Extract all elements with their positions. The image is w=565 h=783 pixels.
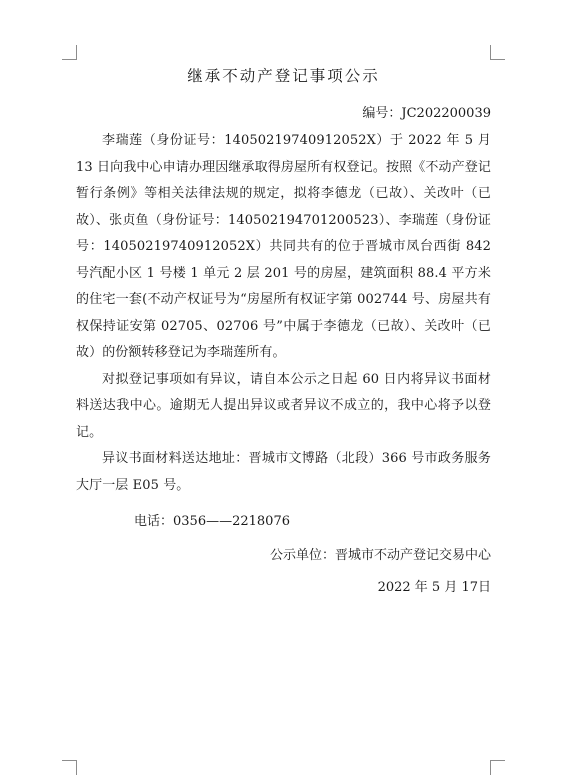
document-number: 编号：JC202200039 <box>362 106 491 121</box>
crop-mark-top-left <box>62 45 77 60</box>
crop-mark-bottom-left <box>62 760 77 775</box>
issuing-unit: 公示单位：晋城市不动产登记交易中心 <box>269 548 491 563</box>
phone-line: 电话：0356——2218076 <box>134 514 290 529</box>
document-title: 继承不动产登记事项公示 <box>187 67 380 85</box>
paragraph-main: 李瑞莲（身份证号：14050219740912052X）于 2022 年 5 月 13 日向我中心申请办理因继承取得房屋所有权登记。按照《不动产登记暂行条例》等相关法律法规的规定，拟将李德龙（已故）、关改叶（已故）、张贞鱼（身份证号：140502194701200523）、李瑞莲（身份证号：14050219740912052X）共同共有的位于晋城市凤台西街 842 号汽配小区 1 号楼 1 单元 2 层 201 号的房屋，建筑面积 88.4 平方米的住宅一套(不动产权证号为“房屋所有权证字第 002744 号、房屋共有权保持证安第 02705、02706 号”中属于李德龙（已故）、关改叶（已故）的份额转移登记为李瑞莲所有。 <box>76 133 491 360</box>
crop-mark-bottom-right <box>490 760 505 775</box>
issue-date: 2022 年 5 月 17日 <box>377 580 491 595</box>
paragraph-address: 异议书面材料送达地址：晋城市文博路（北段）366 号市政务服务大厅一层 E05 号。 <box>76 451 491 493</box>
crop-mark-top-right <box>490 45 505 60</box>
document-body <box>76 64 491 601</box>
paragraph-objection: 对拟登记事项如有异议，请自本公示之日起 60 日内将异议书面材料送达我中心。逾期无人提出异议或者异议不成立的，我中心将予以登记。 <box>76 371 491 440</box>
